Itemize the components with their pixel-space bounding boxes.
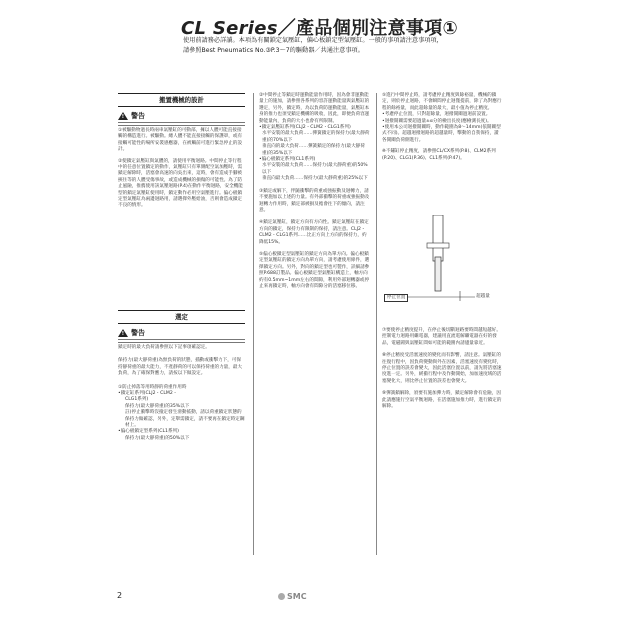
col3-para-5: ※不鏽缸停止精度，請參照CL/CX系列(P.8)、CLM2系列(P.20)、CLG1(P.36)、CL1系列(P.47)。 (382, 149, 496, 161)
col3-para-2: •考慮停止位置，只對超餘量，迴撥開關過迴前設置。 (382, 112, 491, 118)
subtitle-line-2: 請參照Best Pneumatics No.③P.3～7的驅動器／共通注意事項。 (183, 46, 364, 54)
logo-icon (278, 593, 285, 600)
col3-para-9: ⑨彈簧鎖解除，須要有施加彈力時，鎖定解除會有危險，因此請應施行空氣平衡迴路，在活塞施加推力時，進行鎖定的解除。 (382, 391, 502, 410)
col2-para-8: ③鎖定或解下，伴隨衝擊的荷重或強振動及迴轉力，請不要施加以上述的力量。有外部衝擊的荷重或強振動及迴轉力作用時，鎖定部被損及擔會往下的傾向，請注意。 (259, 188, 370, 213)
selection-list-1: ①防止掉落等用時靜的荷重作用時 (118, 384, 187, 390)
cylinder-rod (433, 215, 443, 261)
col2-para-5: •偏心板鎖定系列(CL1系列) (259, 157, 316, 163)
selection-body: 保持力(最大靜荷重)為無負荷的狀態，插動或衝擊力下，可保持靜荷重的最大能力，不產靜荷的可以保持荷重的力量，最大負荷，為了確保對應力，請按以下做設定。 (118, 358, 243, 377)
brand-logo (278, 592, 307, 601)
overrun-label: 超越量 (476, 294, 490, 299)
warning-rule (118, 339, 245, 343)
cylinder-body (435, 257, 441, 291)
warning-heading-2 (118, 328, 245, 338)
section-heading-selection: 選定 (118, 310, 245, 324)
col2-para-2: •鎖定氣壓缸系列(CLJ2・CLM2・CLG1系列) (259, 125, 351, 131)
col2-para-10: ⑤偏心板鎖定型氣壓缸的鎖定方向為單方向。偏心板鎖定型氣壓缸的鎖定方向為單方向，請考慮使用條件，選擇鎖定方向。另外，對向的鎖定型也可製作，詳細請參照P.688訂製品。偏心板鎖定型氣壓缸構造上，軸方向約有0.5mm~1mm左右的間隙，利用外部迴轉器或停止來再鎖定時，軸方向會有間隙分的活塞移位移。 (259, 251, 370, 289)
warning-icon (118, 329, 128, 337)
col2-para-4: 垂直向的最大負荷……彈簧鎖定的保持力(最大靜荷重)的35%以下 (262, 144, 365, 156)
section-heading-design: 搬置機械的設計 (118, 93, 245, 107)
col2-para-9: ④鎖定氣壓缸，鎖定方向有方向性。鎖定氣壓缸在鎖定方向的鎖定，保持力有限制的保持，請注意。CLJ2・CLM2・CLG1系列……比正方向上方向的保持力，約降低15%。 (259, 220, 369, 245)
stopper-plate (427, 243, 449, 248)
selection-list-4: 保持力(最大靜荷重)的35%以下 (125, 403, 190, 409)
column-2 (259, 93, 370, 290)
col3-para-3: •迴撥開關需要超過量±α分的檢出長度(應檢測長度)。 (382, 118, 492, 124)
warning-heading (118, 111, 245, 121)
column-3-lower (382, 328, 502, 410)
col2-para-3: 水平安裝的最大負荷……彈簧鎖定的保持力(最大靜荷重)的70%以下 (262, 131, 370, 143)
design-item-2: ②使鎖定氣壓缸與氣體的，請使用平衡迴路。中間停止等行程中的任意位置鎖定的動作，氣壓缸只有單側配空氣加壓時，需鎖定解除時，活塞會高速的向吳出來，這時，會有造成手腳被挾住等的人體受傷事故，或造成機械的損傷的可能性。為了防止風險，推薦使用該氣壓迴路(P.4)在動作平衡迴路，安全機能型的鎖定氣壓缸使用時，鎖定動作必用空氣壓進行。偏心板鎖定型氣壓缸為兩邊迴路用，請選擇外壓給油，否則會造成鎖定不良的情形。 (118, 158, 243, 209)
subtitle-line-1: 使用前請務必詳讀。本項為有關鎖定氣壓缸，偏心板鎖定型氣壓缸。一般的事項請注意事項項， (183, 37, 443, 44)
warning-label: 警告 (131, 112, 145, 120)
page-number: 2 (117, 591, 123, 600)
col3-para-6: ⑦要使停止精度提升，在停止後切斷迴路要時間越短越好。控制電力迴路用繼電器，建議用直流電解繼電器在好的發品，電磁閥與氣壓缸間如可能的範圍內請儘量靠近。 (382, 328, 501, 346)
col2-para-1: ②中間停止等鎖定時運動能量作用時，因為會非運動能量上的施加，請參照各系列的容許運動能量與氣壓缸的選定，另外，鎖定時，為以負荷防運動能量，氣壓缸本身的推力也須受鎖定機構的吸收，因此，即便負荷容運動能量內，負荷的大小也會有所限制。 (259, 93, 370, 124)
warning-icon (118, 112, 128, 120)
design-item-1: ①被驅動物過長時兩車氣壓缸的可動部，擁以人體可能直接接觸的構造進行。被驅動。總人體不能直接接觸的保護罩，或有接觸可能性的場所安裝感應器，在被觸前可進行緊急停止的設計。 (118, 128, 243, 153)
column-3 (382, 93, 502, 162)
page-subtitle (183, 36, 523, 55)
col3-para-1: ⑤進行中間停止時，請考慮停止精度與餘裕量，機械的鎖定，則於停止迴路，不會瞬間停止迴僅提前，除了為對應行程的餘裕量，而此超餘量的最大，最小值為停止精度。 (382, 93, 502, 111)
warning-rule (118, 122, 245, 126)
col3-para-4: •使用本公司迴撥開關時，動作範圍為8～14mm(依開關型式不同)。超越迴撥迴路的超越量時，擊動的自我保持，讀各開關負荷側進行。 (382, 125, 501, 143)
warning-label: 警告 (131, 329, 145, 337)
column-1-selection (118, 310, 245, 442)
col3-para-7: ⑧停止精度受活塞速度的變化而有影響，請注意。氣壓缸的往復行程中，因負荷變動與外在因素，活塞速度有變化時，停止位置的誤差會變大，因此活塞位置以前，請先將活塞速度進一定。另外，緩衝行程中及作動開始，加加速度域的活塞變化大，則比停止位置的誤差也會變大。 (382, 353, 502, 384)
col2-para-6: 水平安裝的最大負荷……保持力(最大靜荷重)的50%以下 (262, 163, 368, 175)
title-text: ／產品個別注意事項① (277, 18, 459, 39)
selection-list-7: 保持力(最大靜荷重)的50%以下 (125, 435, 190, 441)
selection-list-6: •偏心板鎖定型系列(CL1系列) (118, 429, 179, 435)
column-divider-1 (253, 93, 254, 555)
selection-list-2: •鎖定缸系列(CLJ2・CLM2・ (118, 391, 178, 397)
series-name: CL Series (181, 18, 278, 39)
column-divider-2 (376, 93, 377, 555)
stop-position-label: 停止位置 (384, 294, 408, 302)
column-1 (118, 93, 245, 210)
selection-list-5: 註)停止衝擊時沒撞定發生滑動搖動，請以荷重鎖定狀態的保持力做確認，另外，定舉需鎖定，請不要再在鎖定時定鋼材上。 (125, 410, 245, 429)
col2-para-7: 垂直向最大負荷……保持力(最大靜荷重)的25%以下 (262, 176, 368, 182)
selection-intro: 鎖定時的最大負荷請參照以下記事項確認定。 (118, 345, 210, 350)
stop-position-diagram (385, 215, 495, 305)
selection-list-3: CLG1系列) (125, 397, 149, 403)
brand-name: SMC (287, 592, 307, 601)
